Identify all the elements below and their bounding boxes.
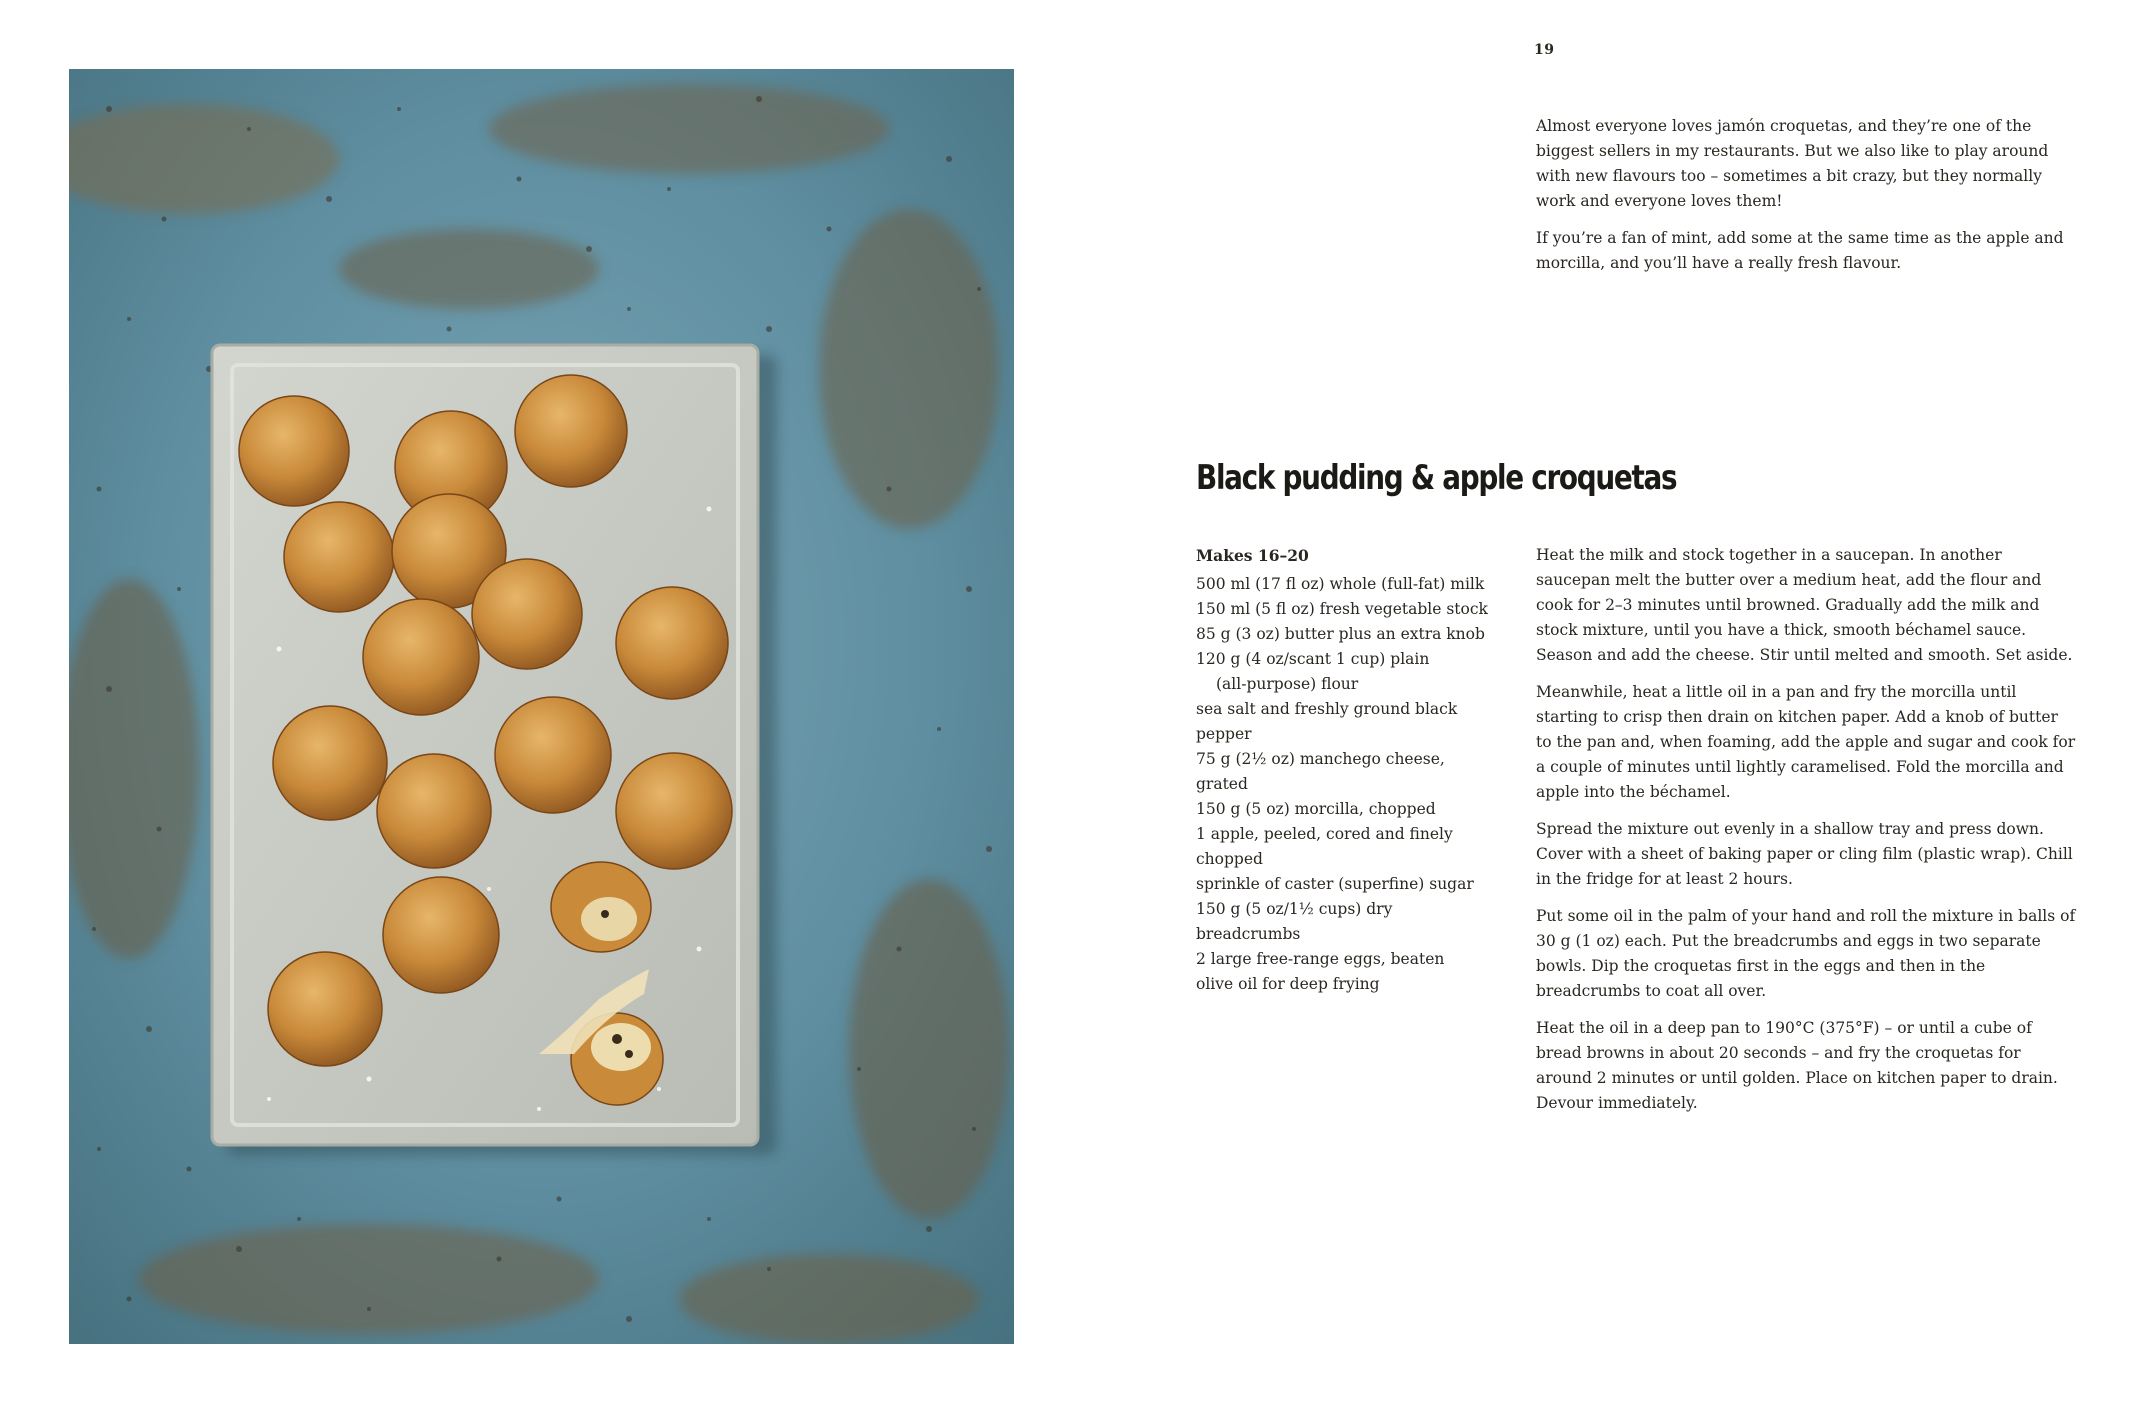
ingredient-item: 1 apple, peeled, cored and finely chopped	[1196, 825, 1453, 868]
page-number: 19	[1534, 42, 1555, 58]
ingredient-item: 150 g (5 oz) morcilla, chopped	[1196, 800, 1436, 818]
ingredient-item: olive oil for deep frying	[1196, 975, 1380, 993]
ingredient-item: sprinkle of caster (superfine) sugar	[1196, 875, 1474, 893]
ingredient-item: 120 g (4 oz/scant 1 cup) plain	[1196, 650, 1430, 668]
ingredient-item: 150 ml (5 fl oz) fresh vegetable stock	[1196, 600, 1488, 618]
method-column	[1536, 543, 2076, 1128]
method-step: Meanwhile, heat a little oil in a pan and fry the morcilla until starting to crisp then drain on kitchen paper. Add a knob of butter to the pan and, when foaming, add the apple and sugar and cook for a couple of minutes until lightly caramelised. Fold the morcilla and apple into the béchamel.	[1536, 683, 2076, 801]
intro-paragraph: Almost everyone loves jamón croquetas, and they’re one of the biggest sellers in my restaurants. But we also like to play around with new flavours too – sometimes a bit crazy, but they normally work and everyone loves them!	[1536, 117, 2049, 210]
ingredient-item: 2 large free-range eggs, beaten	[1196, 950, 1445, 968]
method-step: Put some oil in the palm of your hand and roll the mixture in balls of 30 g (1 oz) each. Put the breadcrumbs and eggs in two separate bowls. Dip the croquetas first in the eggs and then in the breadcrumbs to coat all over.	[1536, 907, 2076, 1000]
intro-text	[1536, 114, 2076, 288]
ingredient-item: 85 g (3 oz) butter plus an extra knob	[1196, 625, 1485, 643]
croquetas-photo	[69, 69, 1014, 1344]
recipe-title: Black pudding & apple croquetas	[1196, 458, 1677, 498]
ingredient-list	[1196, 572, 1496, 997]
ingredients-column	[1196, 543, 1496, 997]
ingredient-item: sea salt and freshly ground black pepper	[1196, 700, 1458, 743]
recipe-yield: Makes 16–20	[1196, 546, 1309, 565]
method-step: Heat the oil in a deep pan to 190°C (375°F) – or until a cube of bread browns in about 20 seconds – and fry the croquetas for around 2 minutes or until golden. Place on kitchen paper to drain. Devour immediately.	[1536, 1019, 2058, 1112]
method-step: Heat the milk and stock together in a saucepan. In another saucepan melt the butter over a medium heat, add the flour and cook for 2–3 minutes until browned. Gradually add the milk and stock mixture, until you have a thick, smooth béchamel sauce. Season and add the cheese. Stir until melted and smooth. Set aside.	[1536, 546, 2073, 664]
ingredient-item: (all-purpose) flour	[1216, 675, 1359, 693]
ingredient-item: 75 g (2½ oz) manchego cheese, grated	[1196, 750, 1445, 793]
ingredient-item: 150 g (5 oz/1½ cups) dry breadcrumbs	[1196, 900, 1393, 943]
method-step: Spread the mixture out evenly in a shallow tray and press down. Cover with a sheet of baking paper or cling film (plastic wrap). Chill in the fridge for at least 2 hours.	[1536, 820, 2073, 888]
ingredient-item: 500 ml (17 fl oz) whole (full-fat) milk	[1196, 575, 1485, 593]
intro-paragraph: If you’re a fan of mint, add some at the same time as the apple and morcilla, and you’ll have a really fresh flavour.	[1536, 229, 2064, 272]
